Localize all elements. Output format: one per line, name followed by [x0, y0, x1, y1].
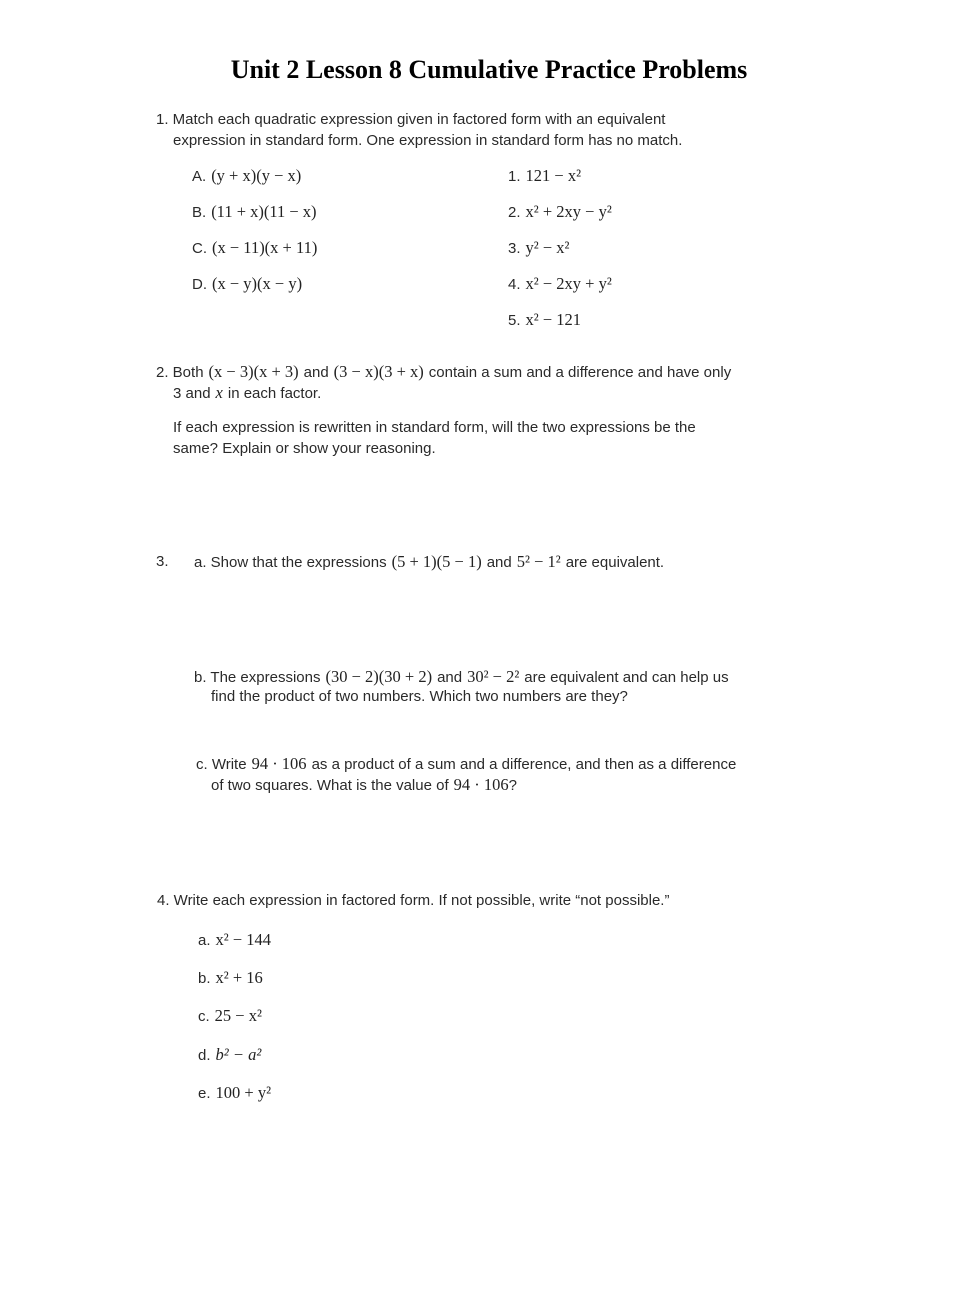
standard-item-3 [508, 238, 569, 258]
item-label: d. [198, 1047, 211, 1064]
expression: x² − 144 [215, 930, 272, 949]
expression: 30² − 2² [467, 667, 520, 686]
standard-label: 1. [508, 168, 521, 185]
page-title: Unit 2 Lesson 8 Cumulative Practice Problems [230, 55, 748, 84]
factor-item-b [198, 968, 263, 988]
problem-3b-line-1 [194, 667, 729, 687]
factored-expression: (11 + x)(11 − x) [211, 202, 317, 221]
standard-label: 2. [508, 204, 521, 221]
problem-text: as a product of a sum and a difference, and then as a difference [311, 756, 737, 773]
match-item-a [192, 166, 301, 186]
problem-1-line-1: 1. Match each quadratic expression given in factored form with an equivalent [156, 111, 666, 128]
expression: 100 + y² [215, 1083, 272, 1102]
expression: (30 − 2)(30 + 2) [325, 667, 433, 686]
problem-text: contain a sum and a difference and have only [428, 364, 732, 381]
item-label: c. [198, 1008, 210, 1025]
expression: x² + 16 [215, 968, 263, 987]
conjunction: and [303, 364, 329, 381]
expression: (3 − x)(3 + x) [333, 362, 424, 381]
standard-item-2 [508, 202, 612, 222]
match-item-b [192, 202, 317, 222]
standard-expression: x² − 2xy + y² [525, 274, 612, 293]
factor-item-e [198, 1083, 271, 1103]
item-label: b. [198, 970, 211, 987]
problem-text: of two squares. What is the value of [211, 777, 449, 794]
problem-2-number: 2. Both [156, 364, 204, 381]
factor-item-d [198, 1045, 261, 1065]
standard-expression: y² − x² [525, 238, 570, 257]
standard-label: 5. [508, 312, 521, 329]
problem-text: 3 and [173, 385, 211, 402]
factored-expression: (x − y)(x − y) [212, 274, 303, 293]
problem-3b-line-2: find the product of two numbers. Which two numbers are they? [211, 688, 628, 705]
variable: x [215, 383, 223, 402]
factor-item-a [198, 930, 271, 950]
match-label: C. [192, 240, 207, 257]
standard-label: 3. [508, 240, 521, 257]
problem-2-question-line-2: same? Explain or show your reasoning. [173, 440, 436, 457]
problem-text: in each factor. [227, 385, 322, 402]
match-label: A. [192, 168, 207, 185]
problem-3c-line-1 [196, 754, 736, 774]
factored-expression: (y + x)(y − x) [211, 166, 302, 185]
item-label: a. [198, 932, 211, 949]
standard-expression: 121 − x² [525, 166, 582, 185]
problem-text: are equivalent. [565, 554, 665, 571]
expression: (5 + 1)(5 − 1) [391, 552, 482, 571]
standard-expression: x² + 2xy − y² [525, 202, 612, 221]
expression: 94 · 106 [453, 775, 509, 794]
problem-text: c. Write [196, 756, 247, 773]
item-label: e. [198, 1085, 211, 1102]
expression: 5² − 1² [516, 552, 561, 571]
standard-item-5 [508, 310, 581, 330]
problem-2-question-line-1: If each expression is rewritten in standard form, will the two expressions be the [173, 419, 696, 436]
problem-2-line-1 [156, 362, 731, 382]
standard-item-1 [508, 166, 581, 186]
problem-text: a. Show that the expressions [194, 554, 387, 571]
problem-4-line-1: 4. Write each expression in factored form. If not possible, write “not possible.” [157, 892, 670, 909]
standard-item-4 [508, 274, 612, 294]
problem-2-line-2 [173, 383, 321, 403]
expression: 94 · 106 [251, 754, 307, 773]
problem-text: b. The expressions [194, 669, 321, 686]
conjunction: and [486, 554, 512, 571]
problem-text: ? [508, 777, 517, 794]
standard-label: 4. [508, 276, 521, 293]
match-item-c [192, 238, 317, 258]
match-label: B. [192, 204, 207, 221]
conjunction: and [437, 669, 463, 686]
factor-item-c [198, 1006, 262, 1026]
standard-expression: x² − 121 [525, 310, 582, 329]
problem-3a [194, 552, 664, 572]
problem-text: are equivalent and can help us [524, 669, 729, 686]
match-label: D. [192, 276, 207, 293]
problem-1-line-2: expression in standard form. One expression in standard form has no match. [173, 132, 683, 149]
problem-3c-line-2 [211, 775, 517, 795]
match-item-d [192, 274, 302, 294]
expression: (x − 3)(x + 3) [208, 362, 299, 381]
expression: b² − a² [215, 1045, 262, 1064]
expression: 25 − x² [214, 1006, 262, 1025]
problem-3-number: 3. [156, 553, 169, 570]
factored-expression: (x − 11)(x + 11) [212, 238, 318, 257]
